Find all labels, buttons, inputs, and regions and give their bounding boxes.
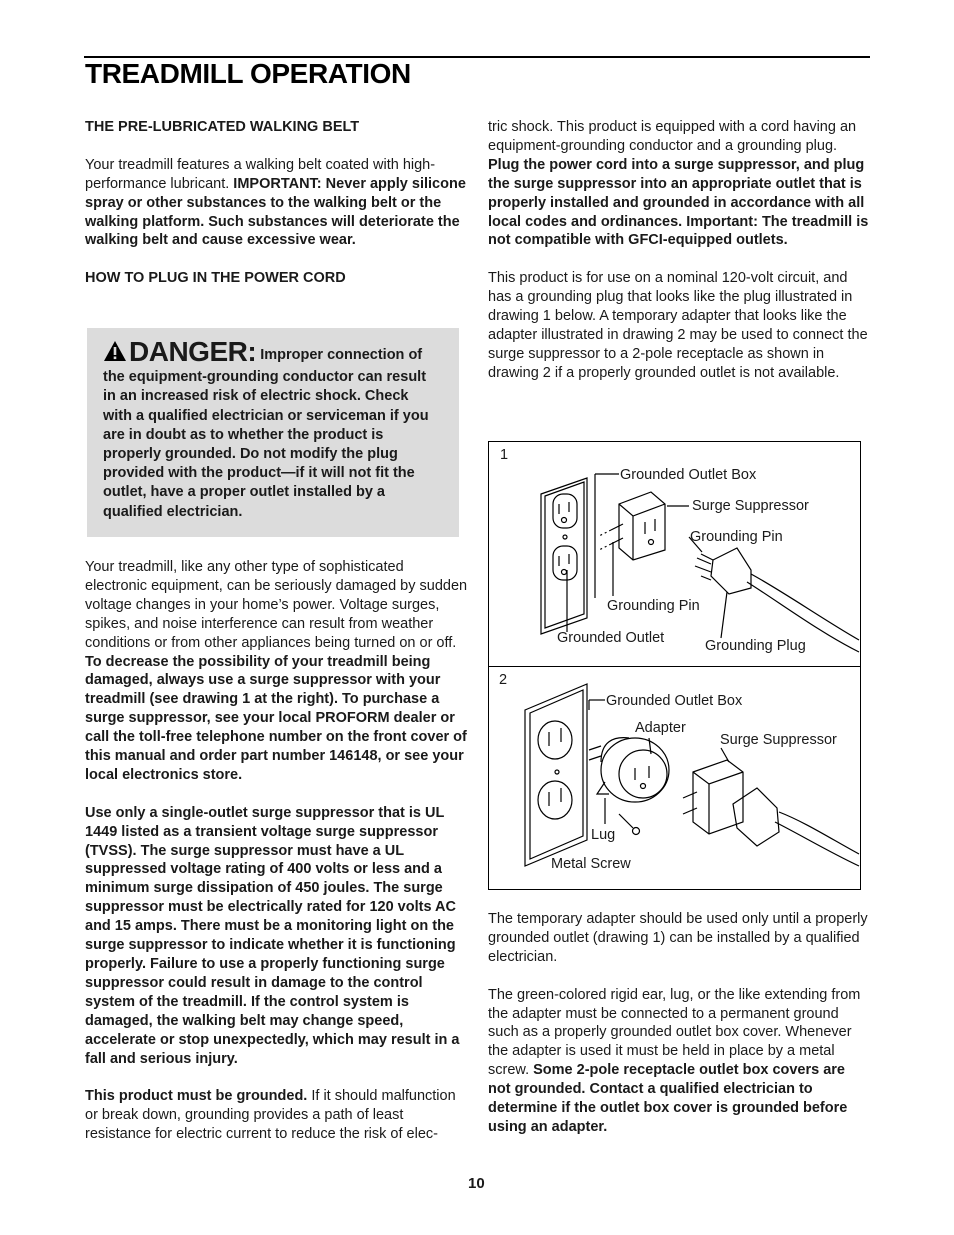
label-grounded-outlet-box-1: Grounded Outlet Box [620, 467, 757, 483]
wall-plate-1 [541, 478, 587, 634]
plug-text: tric shock. This product is equipped with a cord having an equipment-grounding conductor and a grounding plug. [488, 119, 857, 154]
green-ear-text: The green-colored rigid ear, lug, or the like extending from the adapter must be connected to a permanent ground such as a properly grounded outlet box cover. Whenever the adapter is used it must be held in place by a metal screw. [488, 986, 861, 1079]
green-ear-paragraph [488, 986, 870, 1137]
green-ear-warning: Some 2-pole receptacle outlet box covers are not grounded. Contact a qualified electrician to determine if the outlet box cover is grounded before using an adapter. [488, 1062, 848, 1135]
label-grounded-outlet-box-2: Grounded Outlet Box [606, 693, 743, 709]
surge-text: Your treadmill, like any other type of sophisticated electronic equipment, can be seriously damaged by sudden voltage changes in your home’s power. Voltage surges, spikes, and noise interference can result from weather conditions or from other appliances being turned on or off. [85, 559, 468, 651]
walking-belt-paragraph [85, 156, 468, 251]
circuit-paragraph: This product is for use on a nominal 120-volt circuit, and has a grounding plug that looks like the plug illustrated in drawing 1 below. A temporary adapter that looks like the adapter illustrated in drawing 2 may be used to connect the surge suppressor to a 2-pole receptacle as shown in drawing 2 if a properly grounded outlet is not available. [488, 270, 868, 381]
right-column [488, 118, 870, 402]
suppressor-spec-text: Use only a single-outlet surge suppressor that is UL 1449 listed as a transient voltage surge suppressor (TVSS). The surge suppressor must have a UL suppressed voltage rating of 400 volts or less and a minimum surge dissipation of 450 joules. The surge suppressor must be electrically rated for 120 volts AC and 15 amps. There must be a monitoring light on the surge suppressor to indicate whether it is functioning properly. Failure to use a properly functioning surge suppressor could result in damage to the control system of the treadmill. If the control system is damaged, the walking belt may change speed, accelerate or stop unexpectedly, which may result in a fall and serious injury. [85, 804, 460, 1067]
grounded-lead: This product must be grounded. [85, 1088, 308, 1105]
label-surge-suppressor-1: Surge Suppressor [692, 498, 809, 514]
surge-suppressor-2 [683, 760, 743, 834]
danger-word: DANGER: [129, 336, 257, 367]
section-heading-walking-belt: THE PRE-LUBRICATED WALKING BELT [85, 119, 360, 135]
surge-paragraph [85, 558, 468, 785]
drawings-box [488, 441, 861, 890]
plug-2 [733, 788, 859, 866]
warning-triangle-icon [103, 340, 127, 368]
surge-suppressor-1 [599, 492, 665, 560]
plug-paragraph [488, 118, 870, 250]
suppressor-spec-paragraph [85, 804, 468, 1069]
metal-screw-2 [619, 814, 640, 835]
drawing-2-number: 2 [499, 672, 508, 688]
right-column-lower [488, 910, 870, 1156]
adapter-temp-paragraph: The temporary adapter should be used only until a properly grounded outlet (drawing 1) can be installed by a qualified electrician. [488, 911, 868, 965]
adapter-2 [589, 738, 669, 802]
label-adapter: Adapter [635, 720, 686, 736]
label-grounding-pin-bottom: Grounding Pin [607, 598, 700, 614]
plug-instructions: Plug the power cord into a surge suppressor, and plug the surge suppressor into an appropriate outlet that is properly installed and grounded in accordance with all local codes and ordinances. Important: The treadmill is not compatible with GFCI-equipped outlets. [488, 156, 869, 249]
page-title: TREADMILL OPERATION [85, 58, 411, 89]
label-metal-screw: Metal Screw [551, 856, 631, 872]
wall-plate-2 [525, 684, 587, 866]
left-column-lower [85, 558, 468, 1163]
walking-belt-text: Your treadmill features a walking belt coated with high-performance lubricant. [85, 156, 436, 192]
walking-belt-warning: IMPORTANT: Never apply silicone spray or other substances to the walking belt or the walking platform. Such substances will deteriorate the walking belt and cause excessive wear. [85, 175, 466, 249]
drawing-1-number: 1 [500, 447, 509, 463]
label-surge-suppressor-2: Surge Suppressor [720, 732, 837, 748]
label-grounded-outlet: Grounded Outlet [557, 630, 665, 646]
label-grounding-plug: Grounding Plug [705, 638, 806, 654]
grounded-paragraph [85, 1087, 468, 1144]
grounded-text: If it should malfunction or break down, grounding provides a path of least resistance for electric current to reduce the risk of elec- [85, 1088, 456, 1143]
section-heading-power-cord: HOW TO PLUG IN THE POWER CORD [85, 270, 346, 287]
danger-text: Improper connection of the equipment-grounding conductor can result in an increased risk of electric shock. Check with a qualified electrician or serviceman if you are in doubt as to whether the product is properly grounded. Do not modify the plug provided with the product—if it will not fit the outlet, have a proper outlet installed by a qualified electrician. [103, 347, 429, 520]
label-grounding-pin-right: Grounding Pin [690, 529, 783, 545]
left-column [85, 118, 468, 307]
danger-box [87, 328, 459, 537]
page-number: 10 [468, 1175, 485, 1192]
label-lug: Lug [591, 827, 616, 843]
grounding-plug-1 [695, 548, 859, 652]
surge-instructions: To decrease the possibility of your treadmill being damaged, always use a surge suppressor with your treadmill (see drawing 1 at the right). To purchase a surge suppressor, see your local PROFORM dealer or call the toll-free telephone number on the front cover of this manual and order part number 146148, or see your local electronics store. [85, 653, 467, 783]
